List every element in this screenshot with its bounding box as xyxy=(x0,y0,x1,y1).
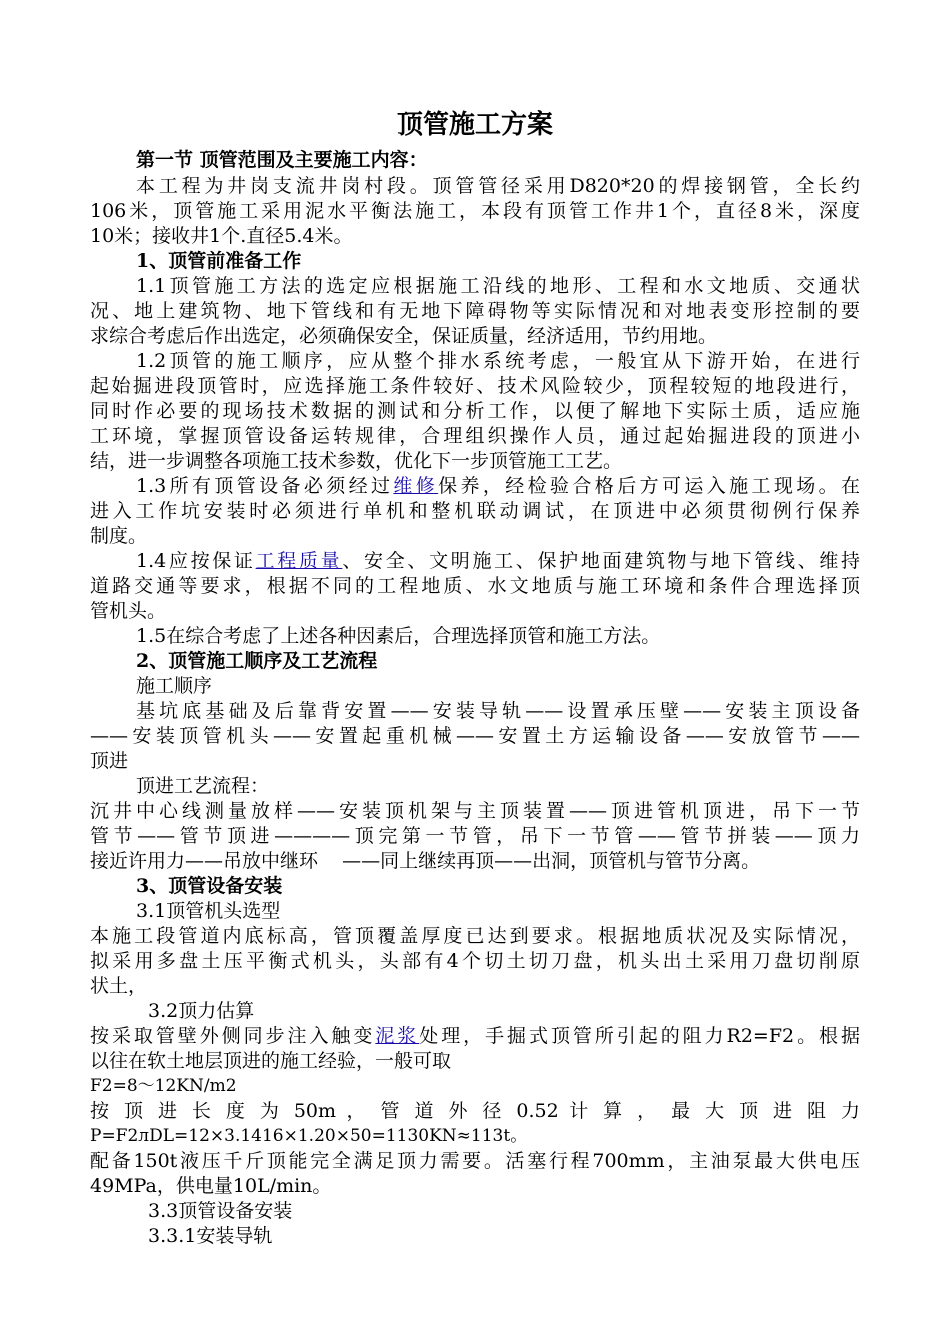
paragraph-line: 况、地上建筑物、地下管线和有无地下障碍物等实际情况和对地表变形控制的要 xyxy=(90,300,860,322)
paragraph-line: 1.4应按保证工程质量、安全、文明施工、保护地面建筑物与地下管线、维持 xyxy=(136,550,860,572)
paragraph-line: P=F2лDL=12×3.1416×1.20×50=1130KN≈113t。 xyxy=(90,1126,528,1146)
paragraph-line: 进入工作坑安装时必须进行单机和整机联动调试，在顶进中必须贯彻例行保养 xyxy=(90,500,860,522)
paragraph-line: 道路交通等要求，根据不同的工程地质、水文地质与施工环境和条件合理选择顶 xyxy=(90,575,860,597)
paragraph-line: 状土， xyxy=(90,975,148,997)
paragraph-line: 1.1顶管施工方法的选定应根据施工沿线的地形、工程和水文地质、交通状 xyxy=(136,275,860,297)
paragraph-line: 以往在软土地层顶进的施工经验，一般可取 xyxy=(90,1050,452,1072)
paragraph-line: 本施工段管道内底标高，管顶覆盖厚度已达到要求。根据地质状况及实际情况， xyxy=(90,925,860,947)
paragraph-line: 1.2顶管的施工顺序，应从整个排水系统考虑，一般宜从下游开始，在进行 xyxy=(136,350,860,372)
paragraph-line: 制度。 xyxy=(90,525,148,547)
paragraph-line: 求综合考虑后作出选定，必须确保安全，保证质量，经济适用，节约用地。 xyxy=(90,325,718,347)
paragraph-line: 结，进一步调整各项施工技术参数，优化下一步顶管施工工艺。 xyxy=(90,450,623,472)
paragraph-line: 1.5在综合考虑了上述各种因素后，合理选择顶管和施工方法。 xyxy=(136,625,661,647)
paragraph-line: ——安装顶管机头——安置起重机械——安置土方运输设备——安放管节—— xyxy=(90,725,860,747)
paragraph-line: 同时作必要的现场技术数据的测试和分析工作，以便了解地下实际土质，适应施 xyxy=(90,400,860,422)
paragraph-line: 106米，顶管施工采用泥水平衡法施工，本段有顶管工作井1个，直径8米，深度 xyxy=(90,200,860,222)
paragraph-line: 基坑底基础及后靠背安置——安装导轨——设置承压壁——安装主顶设备 xyxy=(136,700,860,722)
paragraph-line: 管节——管节顶进————顶完第一节管，吊下一节管——管节拼装——顶力 xyxy=(90,825,860,847)
paragraph-line: 3.3.1安装导轨 xyxy=(148,1225,273,1247)
paragraph-line: 1.3所有顶管设备必须经过维修保养，经检验合格后方可运入施工现场。在 xyxy=(136,475,860,497)
paragraph-line: 10米；接收井1个.直径5.4米。 xyxy=(90,225,353,247)
paragraph-line: 工环境，掌握顶管设备运转规律，合理组织操作人员，通过起始掘进段的顶进小 xyxy=(90,425,860,447)
paragraph-line: 本工程为井岗支流井岗村段。顶管管径采用D820*20的焊接钢管，全长约 xyxy=(136,175,860,197)
subsection-heading: 1、顶管前准备工作 xyxy=(136,250,302,272)
document-title: 顶管施工方案 xyxy=(396,110,553,140)
paragraph-line: 起始掘进段顶管时，应选择施工条件较好、技术风险较少，顶程较短的地段进行， xyxy=(90,375,860,397)
subsection-heading: 3、顶管设备安装 xyxy=(136,875,283,897)
section-heading: 第一节 顶管范围及主要施工内容： xyxy=(136,149,428,171)
paragraph-line: 3.1顶管机头选型 xyxy=(136,900,281,922)
subsection-heading: 2、顶管施工顺序及工艺流程 xyxy=(136,650,378,672)
paragraph-line: 顶进 xyxy=(90,750,129,772)
paragraph-line: 施工顺序 xyxy=(136,675,213,697)
paragraph-line: 顶进工艺流程： xyxy=(136,775,270,797)
paragraph-line: 49MPa，供电量10L/min。 xyxy=(90,1175,332,1197)
paragraph-line: 拟采用多盘土压平衡式机头，头部有4个切土切刀盘，机头出土采用刀盘切削原 xyxy=(90,950,860,972)
link-maintenance[interactable]: 维修 xyxy=(393,475,439,497)
paragraph-line: 配备150t液压千斤顶能完全满足顶力需要。活塞行程700mm，主油泵最大供电压 xyxy=(90,1150,860,1172)
paragraph-line: 按 顶 进 长 度 为 50m ， 管 道 外 径 0.52 计 算 ， 最 大 顶 进 阻 力 xyxy=(90,1100,860,1122)
paragraph-line: 沉井中心线测量放样——安装顶机架与主顶装置——顶进管机顶进，吊下一节 xyxy=(90,800,860,822)
paragraph-line: 接近许用力——吊放中继环 ——同上继续再顶——出洞，顶管机与管节分离。 xyxy=(90,850,761,872)
paragraph-line: 按采取管壁外侧同步注入触变泥浆处理，手掘式顶管所引起的阻力R2=F2。根据 xyxy=(90,1025,860,1047)
paragraph-line: 3.2顶力估算 xyxy=(148,1000,255,1022)
paragraph-line: 管机头。 xyxy=(90,600,167,622)
link-engineering-quality[interactable]: 工程质量 xyxy=(255,550,343,572)
link-slurry[interactable]: 泥浆 xyxy=(375,1025,420,1047)
paragraph-line: F2=8～12KN/m2 xyxy=(90,1076,237,1096)
paragraph-line: 3.3顶管设备安装 xyxy=(148,1200,293,1222)
